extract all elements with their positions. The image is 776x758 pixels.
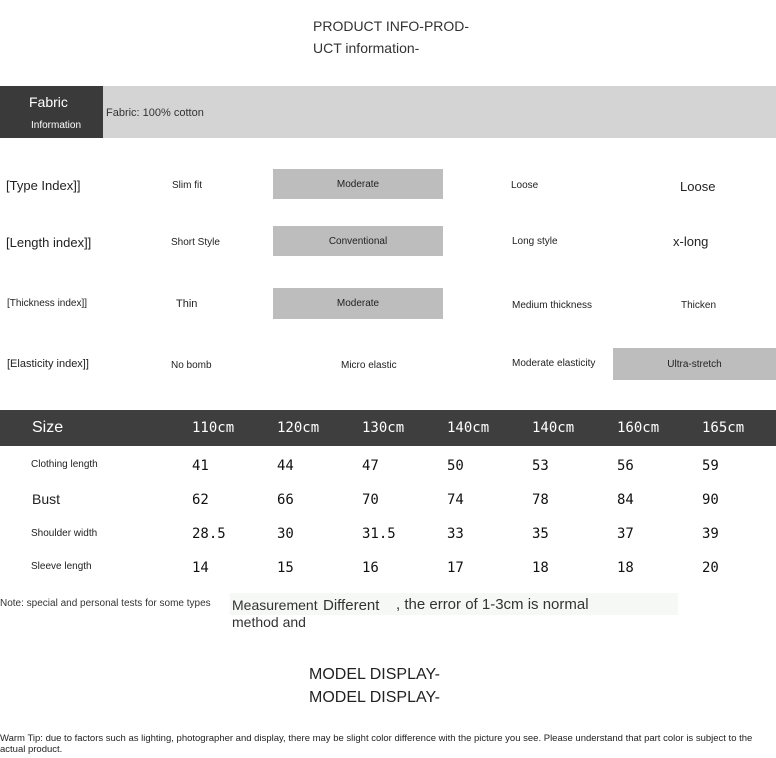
- note-different: Different: [323, 597, 380, 614]
- thickness-option-medium: Medium thickness: [512, 300, 593, 311]
- model-display-heading-1: MODEL DISPLAY-: [309, 666, 441, 683]
- note-method-and: method and: [232, 614, 306, 630]
- table-cell: 18: [617, 560, 634, 576]
- fabric-tab-subtitle: Information: [31, 120, 82, 131]
- table-cell: 66: [277, 492, 294, 508]
- table-cell: 20: [702, 560, 719, 576]
- thickness-option-thin: Thin: [176, 298, 198, 310]
- table-cell: 90: [702, 492, 719, 508]
- fabric-tab-title: Fabric: [29, 94, 68, 110]
- page-title-line2: UCT information-: [313, 40, 420, 56]
- elasticity-index-label: [Elasticity index]]: [7, 358, 89, 370]
- table-cell: 28.5: [192, 526, 226, 542]
- table-cell: 41: [192, 458, 209, 474]
- page-title-line1: PRODUCT INFO-PROD-: [313, 18, 470, 34]
- table-cell: 35: [532, 526, 549, 542]
- type-option-slim-fit: Slim fit: [172, 180, 202, 191]
- note-error-range: , the error of 1-3cm is normal: [396, 596, 589, 613]
- table-cell: 74: [447, 492, 464, 508]
- type-option-loose: Loose: [511, 180, 539, 191]
- table-cell: 39: [702, 526, 719, 542]
- fabric-tab: [0, 86, 103, 138]
- table-cell: 84: [617, 492, 634, 508]
- note-prefix: Note: special and personal tests for some types: [0, 598, 211, 609]
- size-header-col: 140cm: [532, 420, 575, 436]
- table-cell: 59: [702, 458, 719, 474]
- type-option-loose-2: Loose: [680, 179, 716, 194]
- size-header-col: 160cm: [617, 420, 660, 436]
- table-cell: 30: [277, 526, 294, 542]
- thickness-option-moderate-selected: Moderate: [273, 288, 443, 319]
- length-option-short: Short Style: [171, 237, 220, 248]
- elasticity-option-no-bomb: No bomb: [171, 360, 212, 371]
- thickness-index-label: [Thickness index]]: [7, 298, 88, 309]
- size-header-col: 110cm: [192, 420, 235, 436]
- size-header-col: 140cm: [447, 420, 490, 436]
- elasticity-option-ultra-stretch-selected: Ultra-stretch: [613, 348, 776, 380]
- type-index-label: [Type Index]]: [6, 178, 81, 193]
- table-cell: 17: [447, 560, 464, 576]
- table-cell: 16: [362, 560, 379, 576]
- size-header-label: Size: [32, 419, 64, 436]
- thickness-option-thicken: Thicken: [681, 300, 717, 311]
- length-option-conventional-selected: Conventional: [273, 226, 443, 256]
- table-cell: 70: [362, 492, 379, 508]
- row-label-bust: Bust: [32, 491, 61, 507]
- table-cell: 33: [447, 526, 464, 542]
- length-option-long: Long style: [512, 236, 558, 247]
- length-index-label: [Length index]]: [6, 235, 92, 250]
- size-header-col: 165cm: [702, 420, 745, 436]
- row-label-sleeve-length: Sleeve length: [31, 561, 92, 572]
- table-cell: 78: [532, 492, 549, 508]
- fabric-value: Fabric: 100% cotton: [106, 107, 204, 119]
- table-cell: 14: [192, 560, 209, 576]
- row-label-clothing-length: Clothing length: [31, 459, 98, 470]
- table-cell: 31.5: [362, 526, 396, 542]
- table-cell: 56: [617, 458, 634, 474]
- elasticity-option-moderate: Moderate elasticity: [512, 358, 596, 369]
- note-measurement: Measurement: [232, 597, 318, 613]
- elasticity-option-micro: Micro elastic: [341, 360, 397, 371]
- table-cell: 50: [447, 458, 464, 474]
- size-header-col: 120cm: [277, 420, 320, 436]
- table-cell: 18: [532, 560, 549, 576]
- table-cell: 47: [362, 458, 379, 474]
- size-header-col: 130cm: [362, 420, 405, 436]
- table-cell: 44: [277, 458, 294, 474]
- length-option-x-long: x-long: [673, 234, 709, 249]
- table-cell: 53: [532, 458, 549, 474]
- table-cell: 62: [192, 492, 209, 508]
- model-display-heading-2: MODEL DISPLAY-: [309, 689, 441, 706]
- warm-tip: Warm Tip: due to factors such as lighting, photographer and display, there may be slight color difference with the picture you see. Please understand that part color is subject to the actual product.: [0, 733, 753, 755]
- row-label-shoulder-width: Shoulder width: [31, 528, 98, 539]
- type-option-moderate-selected: Moderate: [273, 169, 443, 199]
- table-cell: 15: [277, 560, 294, 576]
- table-cell: 37: [617, 526, 634, 542]
